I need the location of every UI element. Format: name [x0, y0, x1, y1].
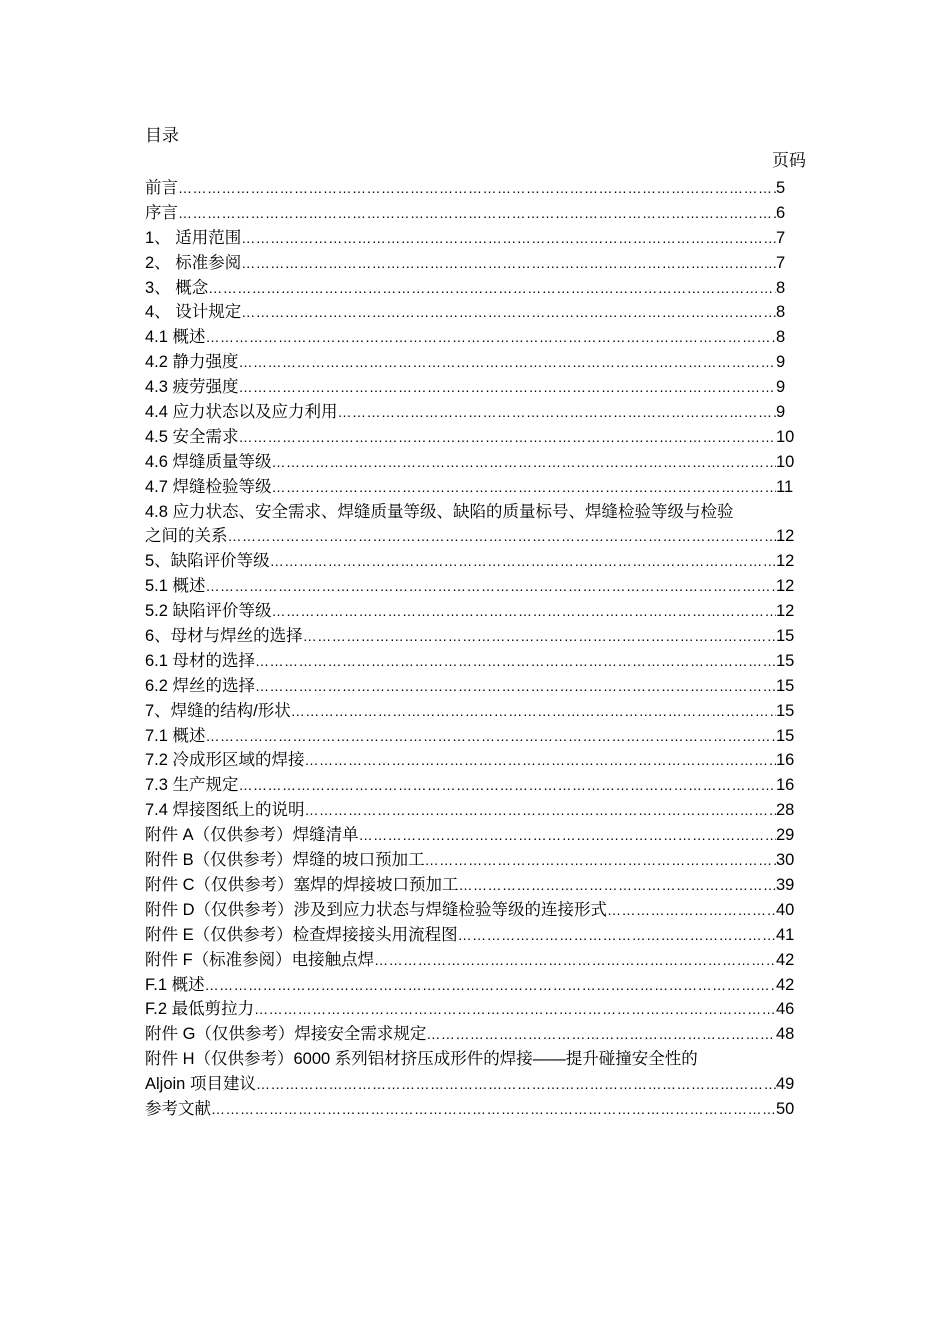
dot-leader [305, 798, 776, 823]
toc-entry-page: 29 [776, 826, 795, 845]
toc-entry[interactable] [145, 325, 806, 350]
toc-entry[interactable] [145, 997, 806, 1022]
dot-leader [178, 176, 776, 201]
dot-leader [255, 649, 776, 674]
toc-entry[interactable] [145, 524, 806, 549]
toc-entry-title: 7.1 概述 [145, 726, 206, 745]
toc-entry-title: F.1 概述 [145, 975, 205, 994]
toc-entry-title: 附件 C（仅供参考）塞焊的焊接坡口预加工 [145, 875, 459, 894]
toc-entry-title: 4.2 静力强度 [145, 353, 239, 372]
toc-entry-title: 6.1 母材的选择 [145, 651, 256, 670]
toc-entry-page: 11 [776, 477, 794, 496]
toc-entry[interactable] [145, 300, 806, 325]
toc-entry-title: 4、 设计规定 [145, 303, 242, 322]
toc-entry-title: F.2 最低剪拉力 [145, 1000, 255, 1019]
toc-entry-page: 9 [776, 403, 786, 422]
toc-entry-line: 附件 H（仅供参考）6000 系列铝材挤压成形件的焊接——提升碰撞安全性的 [145, 1050, 698, 1069]
dot-leader [426, 1022, 776, 1047]
toc-entry[interactable] [145, 773, 806, 798]
toc-entry-title: 5.1 概述 [145, 577, 206, 596]
table-of-contents [145, 176, 806, 1122]
dot-leader [303, 624, 776, 649]
toc-entry-page: 50 [776, 1099, 795, 1118]
toc-entry[interactable] [145, 898, 806, 923]
dot-leader [256, 1072, 776, 1097]
dot-leader [206, 574, 776, 599]
toc-entry[interactable] [145, 798, 806, 823]
dot-leader [291, 699, 776, 724]
toc-entry[interactable] [145, 948, 806, 973]
toc-entry-title: 4.7 焊缝检验等级 [145, 477, 272, 496]
toc-entry[interactable] [145, 848, 806, 873]
dot-leader [178, 201, 776, 226]
toc-title: 目录 [145, 126, 179, 145]
dot-leader [241, 251, 776, 276]
toc-entry[interactable] [145, 450, 806, 475]
toc-entry-page: 12 [776, 552, 795, 571]
toc-entry-page: 9 [776, 378, 786, 397]
toc-entry-title: 序言 [145, 203, 178, 222]
dot-leader [228, 524, 777, 549]
toc-entry[interactable] [145, 201, 806, 226]
toc-entry-title: 4.6 焊缝质量等级 [145, 452, 272, 471]
toc-entry-line: 4.8 应力状态、安全需求、焊缝质量等级、缺陷的质量标号、焊缝检验等级与检验 [145, 502, 734, 521]
toc-entry-page: 5 [776, 179, 786, 197]
toc-entry[interactable] [145, 823, 806, 848]
toc-entry-page: 15 [776, 701, 795, 720]
toc-entry-title: 2、 标准参阅 [145, 253, 242, 272]
toc-entry-page: 9 [776, 353, 786, 372]
toc-entry-title: 附件 F（标准参阅）电接触点焊 [145, 950, 375, 969]
dot-leader [338, 400, 776, 425]
toc-entry-page: 15 [776, 627, 795, 646]
toc-entry[interactable] [145, 748, 806, 773]
toc-entry-title: 5、缺陷评价等级 [145, 552, 270, 571]
dot-leader [425, 848, 776, 873]
dot-leader [607, 898, 776, 923]
toc-entry[interactable] [145, 724, 806, 749]
toc-entry[interactable] [145, 400, 806, 425]
toc-entry-title: 4.4 应力状态以及应力利用 [145, 403, 338, 422]
toc-entry[interactable] [145, 923, 806, 948]
toc-entry-title: 附件 B（仅供参考）焊缝的坡口预加工 [145, 851, 425, 870]
toc-entry-title: 4.3 疲劳强度 [145, 378, 239, 397]
toc-entry-title: Aljoin 项目建议 [145, 1075, 256, 1094]
dot-leader [270, 549, 776, 574]
toc-entry-page: 30 [776, 851, 795, 870]
toc-entry-page: 15 [776, 651, 795, 670]
dot-leader [359, 823, 776, 848]
toc-entry-page: 40 [776, 900, 795, 919]
dot-leader [239, 350, 776, 375]
dot-leader [239, 375, 776, 400]
page-number-header: 页码 [772, 151, 806, 170]
toc-entry[interactable] [145, 873, 806, 898]
toc-entry[interactable] [145, 226, 806, 251]
dot-leader [255, 674, 776, 699]
toc-entry-title: 附件 A（仅供参考）焊缝清单 [145, 826, 359, 845]
dot-leader [206, 325, 776, 350]
dot-leader [239, 773, 776, 798]
toc-entry-page: 12 [776, 527, 795, 546]
toc-entry-page: 10 [776, 452, 795, 471]
toc-entry-page: 16 [776, 776, 795, 795]
toc-entry-page: 46 [776, 1000, 795, 1019]
dot-leader [254, 997, 776, 1022]
toc-entry[interactable] [145, 1072, 806, 1097]
toc-entry-title: 附件 G（仅供参考）焊接安全需求规定 [145, 1025, 427, 1044]
toc-entry[interactable] [145, 251, 806, 276]
toc-entry-title: 7.2 冷成形区域的焊接 [145, 751, 305, 770]
toc-entry-title: 7、焊缝的结构/形状 [145, 701, 291, 720]
dot-leader [241, 300, 776, 325]
dot-leader [205, 973, 776, 998]
toc-entry[interactable] [145, 973, 806, 998]
toc-entry-page: 16 [776, 751, 795, 770]
toc-entry[interactable] [145, 549, 806, 574]
dot-leader [272, 599, 776, 624]
toc-entry-title: 7.3 生产规定 [145, 776, 239, 795]
toc-entry[interactable] [145, 425, 806, 450]
toc-entry[interactable] [145, 649, 806, 674]
toc-entry-page: 28 [776, 801, 795, 820]
toc-entry[interactable] [145, 574, 806, 599]
dot-leader [458, 923, 776, 948]
toc-entry-title: 之间的关系 [145, 527, 228, 546]
toc-entry-page: 12 [776, 602, 795, 621]
toc-entry-page: 42 [776, 950, 795, 969]
toc-entry-page: 39 [776, 875, 795, 894]
toc-entry[interactable] [145, 624, 806, 649]
toc-entry-page: 48 [776, 1025, 795, 1044]
toc-entry-title: 1、 适用范围 [145, 228, 242, 247]
toc-entry-page: 12 [776, 577, 795, 596]
toc-entry-page: 6 [776, 203, 786, 222]
toc-entry[interactable] [145, 350, 806, 375]
dot-leader [211, 1097, 776, 1122]
toc-entry-page: 42 [776, 975, 795, 994]
toc-entry-title: 5.2 缺陷评价等级 [145, 602, 272, 621]
toc-entry-title: 附件 E（仅供参考）检查焊接接头用流程图 [145, 925, 458, 944]
toc-entry-title: 附件 D（仅供参考）涉及到应力状态与焊缝检验等级的连接形式 [145, 900, 607, 919]
toc-entry[interactable] [145, 699, 806, 724]
toc-entry-title: 6、母材与焊丝的选择 [145, 627, 303, 646]
dot-leader [374, 948, 776, 973]
dot-leader [272, 475, 776, 500]
toc-entry-title: 4.1 概述 [145, 328, 206, 347]
dot-leader [305, 748, 776, 773]
toc-entry-page: 7 [776, 253, 786, 272]
toc-entry-page: 8 [776, 328, 786, 347]
toc-entry-page: 7 [776, 228, 786, 247]
toc-entry-title: 7.4 焊接图纸上的说明 [145, 801, 305, 820]
dot-leader [241, 226, 776, 251]
toc-entry-page: 15 [776, 676, 795, 695]
toc-entry[interactable] [145, 176, 806, 201]
toc-entry[interactable] [145, 674, 806, 699]
dot-leader [459, 873, 777, 898]
toc-entry[interactable] [145, 599, 806, 624]
toc-entry-title: 6.2 焊丝的选择 [145, 676, 256, 695]
toc-entry-title: 3、 概念 [145, 278, 209, 297]
toc-entry-page: 15 [776, 726, 795, 745]
toc-entry-page: 10 [776, 427, 795, 446]
toc-entry[interactable] [145, 375, 806, 400]
toc-entry-page: 8 [776, 278, 786, 297]
toc-entry-page: 8 [776, 303, 786, 322]
dot-leader [239, 425, 776, 450]
toc-entry[interactable] [145, 1097, 806, 1122]
toc-entry-title: 4.5 安全需求 [145, 427, 239, 446]
toc-entry[interactable] [145, 1022, 806, 1047]
toc-entry-title: 前言 [145, 179, 178, 197]
toc-entry-page: 49 [776, 1075, 795, 1094]
toc-entry-title: 参考文献 [145, 1099, 211, 1118]
toc-entry[interactable] [145, 475, 806, 500]
toc-entry[interactable] [145, 276, 806, 301]
dot-leader [208, 276, 776, 301]
dot-leader [272, 450, 776, 475]
dot-leader [206, 724, 776, 749]
toc-entry-page: 41 [776, 925, 795, 944]
